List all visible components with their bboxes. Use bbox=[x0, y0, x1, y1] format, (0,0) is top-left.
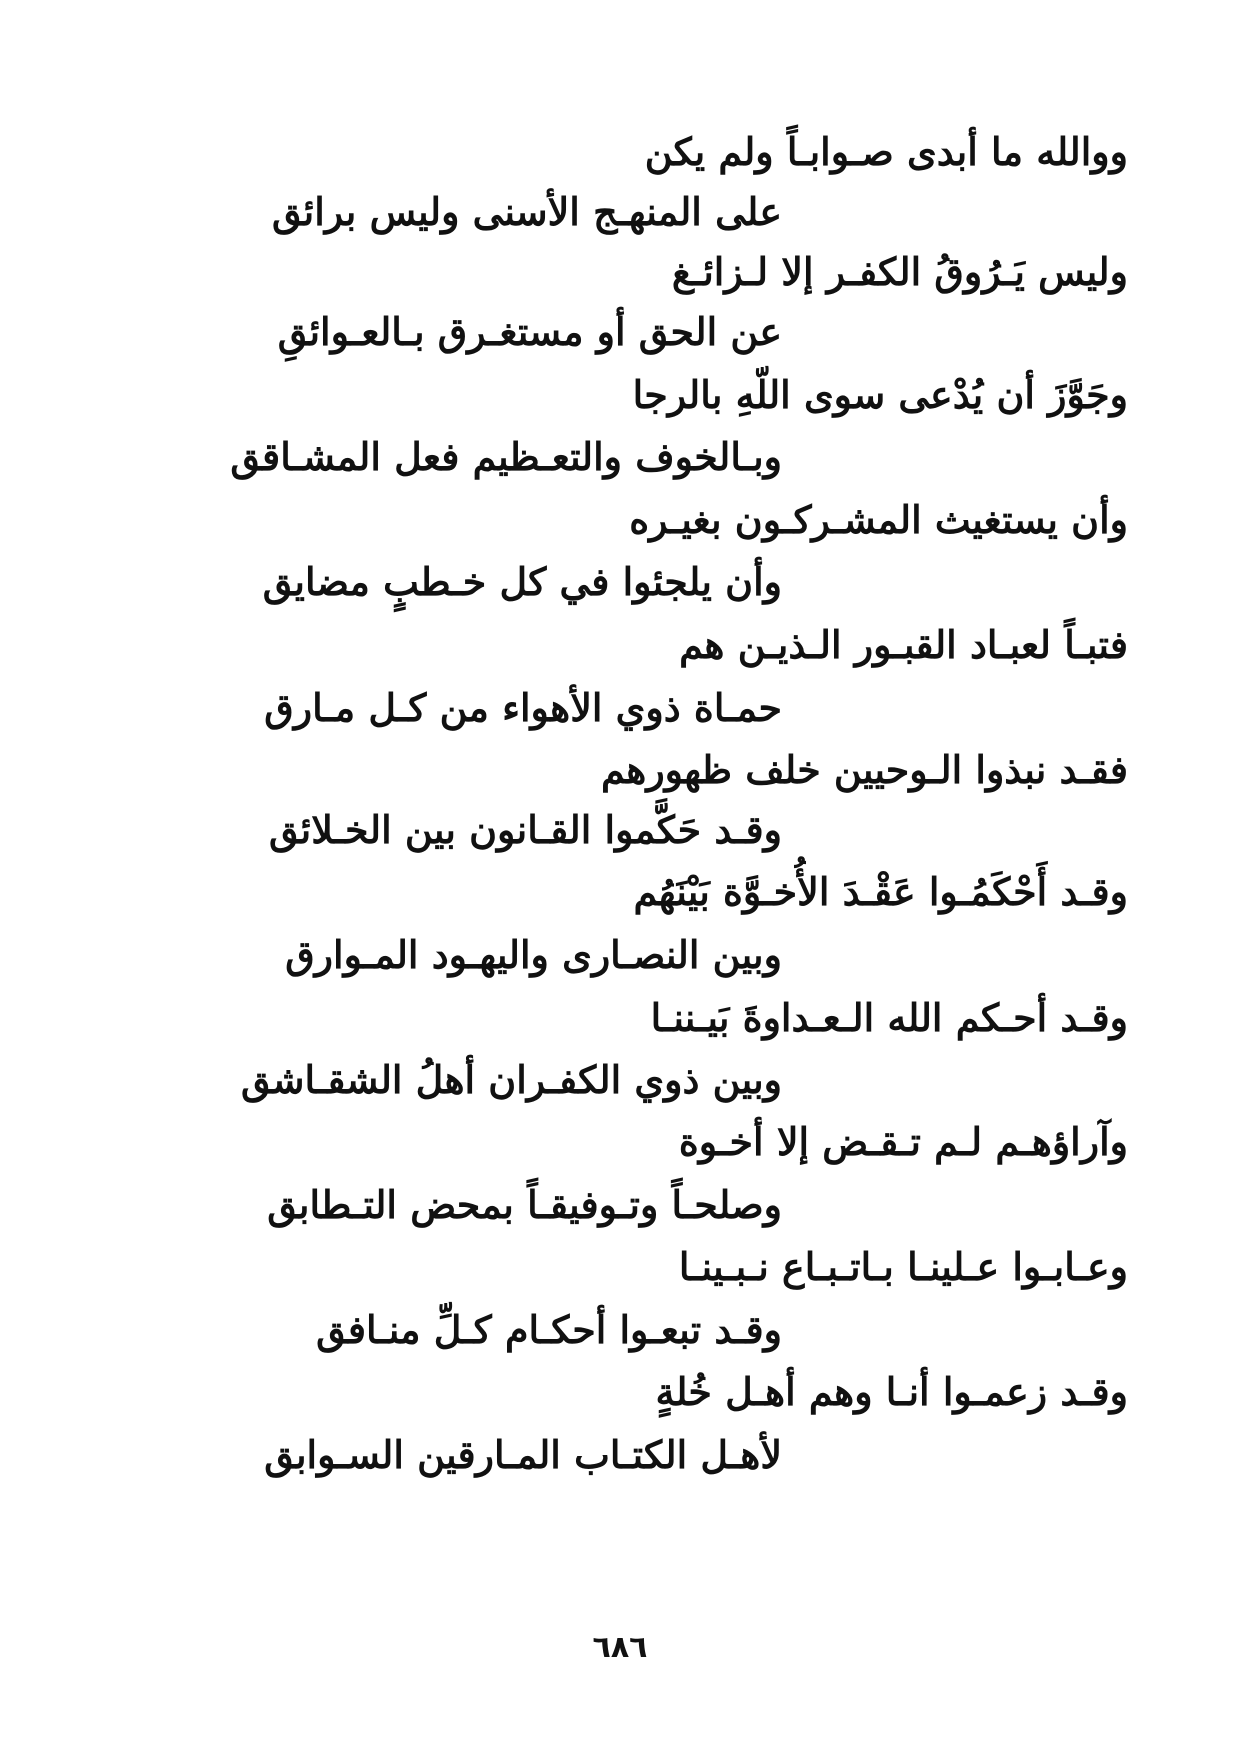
poem-line: وعـابـوا عـلينـا بـاتـبـاع نـبـينـا bbox=[678, 1244, 1128, 1289]
poem-line: وبين النصـارى واليهـود المـوارق bbox=[285, 932, 782, 977]
poem-line: على المنهـج الأسنى وليس برائق bbox=[271, 189, 782, 234]
poem-line: فقـد نبذوا الـوحيين خلف ظهورهم bbox=[600, 747, 1128, 792]
page-number: ٦٨٦ bbox=[592, 1630, 648, 1665]
poem-line: وقـد حَكَّموا القـانون بين الخـلائق bbox=[268, 807, 782, 852]
poem-line: عن الحق أو مستغـرق بـالعـوائقِ bbox=[277, 309, 782, 354]
poem-line: وآراؤهـم لـم تـقـض إلا أخـوة bbox=[678, 1119, 1128, 1164]
poem-line: وبين ذوي الكفـران أهلُ الشقـاشق bbox=[240, 1057, 782, 1102]
poem-line: وليس يَـرُوقُ الكفـر إلا لـزائـغ bbox=[671, 249, 1128, 294]
poem-line: لأهـل الكتـاب المـارقين السـوابق bbox=[264, 1432, 782, 1477]
poem-line: وأن يستغيث المشـركـون بغيـره bbox=[629, 497, 1128, 542]
poem-line: وبـالخوف والتعـظيم فعل المشـاقق bbox=[230, 434, 782, 479]
poem-line: ووالله ما أبدى صـوابـاً ولم يكن bbox=[644, 129, 1128, 174]
poem-line: وجَوَّزَ أن يُدْعى سوى اللّهِ بالرجا bbox=[632, 372, 1128, 417]
poem-line: وقـد أَحْكَمُـوا عَقْـدَ الأُخـوَّة بَيْنَهُم bbox=[633, 869, 1128, 914]
poem-line: وقـد أحـكم الله الـعـداوةَ بَيـننـا bbox=[650, 995, 1128, 1040]
poem-line: وقـد تبعـوا أحكـام كـلِّ منـافق bbox=[316, 1307, 782, 1352]
poem-line: وصلحـاً وتـوفيقـاً بمحض التـطابق bbox=[267, 1182, 782, 1227]
poem-line: وقـد زعمـوا أنـا وهم أهـل خُلةٍ bbox=[655, 1369, 1128, 1414]
poem-line: حمـاة ذوي الأهواء من كـل مـارق bbox=[264, 685, 782, 730]
poem-line: فتبـاً لعبـاد القبـور الـذيـن هم bbox=[679, 622, 1128, 667]
poem-line: وأن يلجئوا في كل خـطبٍ مضايق bbox=[262, 559, 782, 604]
